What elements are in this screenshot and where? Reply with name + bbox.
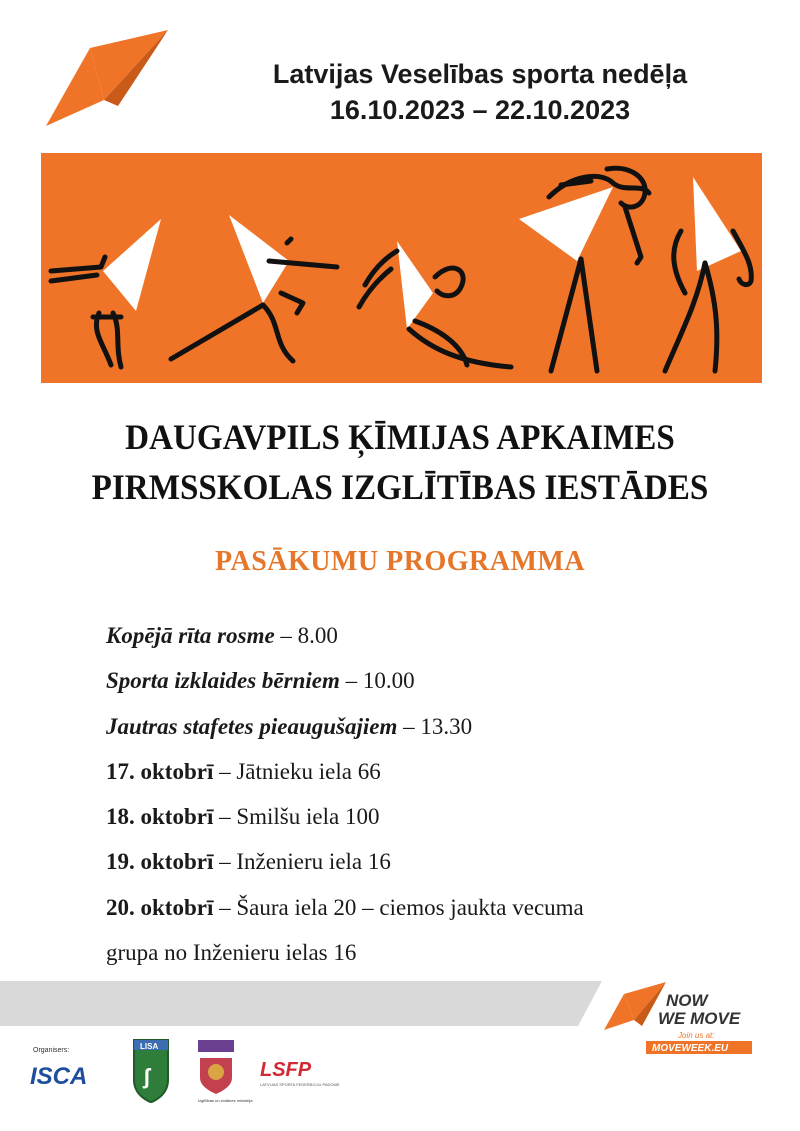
program-heading: PASĀKUMU PROGRAMMA xyxy=(214,546,586,577)
program-item-time: – 10.00 xyxy=(339,668,415,694)
lsa-logo: LISA xyxy=(140,1042,159,1051)
event-header xyxy=(190,56,770,128)
ministry-logo: Izglītības un zinātnes ministrija xyxy=(198,1098,253,1103)
institution-title xyxy=(32,412,768,512)
program-list xyxy=(106,613,746,975)
lsfp-logo: LSFP xyxy=(260,1059,312,1081)
lsfp-sub: LATVIJAS SPORTA FEDERĀCIJU PADOME xyxy=(260,1082,340,1087)
schedule-location: – Inženieru iela 16 xyxy=(213,849,391,875)
isca-logo: ISCA xyxy=(30,1063,88,1090)
schedule-continuation: grupa no Inženieru ielas 16 xyxy=(106,940,357,966)
banner xyxy=(41,153,762,383)
program-item-label: Kopējā rīta rosme xyxy=(106,623,275,648)
schedule-item xyxy=(106,794,746,839)
organisers-label: Organisers: xyxy=(33,1047,70,1054)
schedule-date: 20. oktobrī xyxy=(106,894,214,920)
nww-site: MOVEWEEK.EU xyxy=(652,1043,729,1054)
event-title: Latvijas Veselības sporta nedēļa xyxy=(272,59,688,89)
schedule-location: – Smilšu iela 100 xyxy=(213,804,380,830)
program-item-label: Sporta izklaides bērniem xyxy=(106,668,340,694)
nww-join: Join us at: xyxy=(678,1031,715,1040)
program-item-time: – 8.00 xyxy=(274,623,338,648)
schedule-location: – Jātnieku iela 66 xyxy=(213,758,381,784)
institution-title-line1: DAUGAVPILS ĶĪMIJAS APKAIMES xyxy=(125,417,675,457)
dancing-figures-illustration xyxy=(41,153,762,383)
program-item-label: Jautras stafetes pieaugušajiem xyxy=(106,713,398,739)
schedule-item xyxy=(106,839,746,884)
program-item xyxy=(106,704,746,749)
schedule-date: 19. oktobrī xyxy=(106,849,214,875)
schedule-location: – Šaura iela 20 – ciemos jaukta vecuma xyxy=(213,894,584,920)
move-week-logo xyxy=(44,28,172,128)
nww-line2: WE MOVE xyxy=(658,1009,741,1028)
schedule-item xyxy=(106,885,746,930)
svg-text:ʃ: ʃ xyxy=(143,1064,151,1089)
nww-line1: NOW xyxy=(666,991,708,1010)
now-we-move-logo xyxy=(600,972,770,1062)
program-item-time: – 13.30 xyxy=(397,713,473,739)
program-item xyxy=(106,613,746,658)
schedule-date: 18. oktobrī xyxy=(106,804,214,830)
schedule-date: 17. oktobrī xyxy=(106,758,214,784)
schedule-item xyxy=(106,749,746,794)
event-dates: 16.10.2023 – 22.10.2023 xyxy=(329,95,631,125)
sponsor-logos xyxy=(26,1036,356,1126)
program-item xyxy=(106,658,746,703)
institution-title-line2: PIRMSSKOLAS IZGLĪTĪBAS IESTĀDES xyxy=(91,467,709,507)
